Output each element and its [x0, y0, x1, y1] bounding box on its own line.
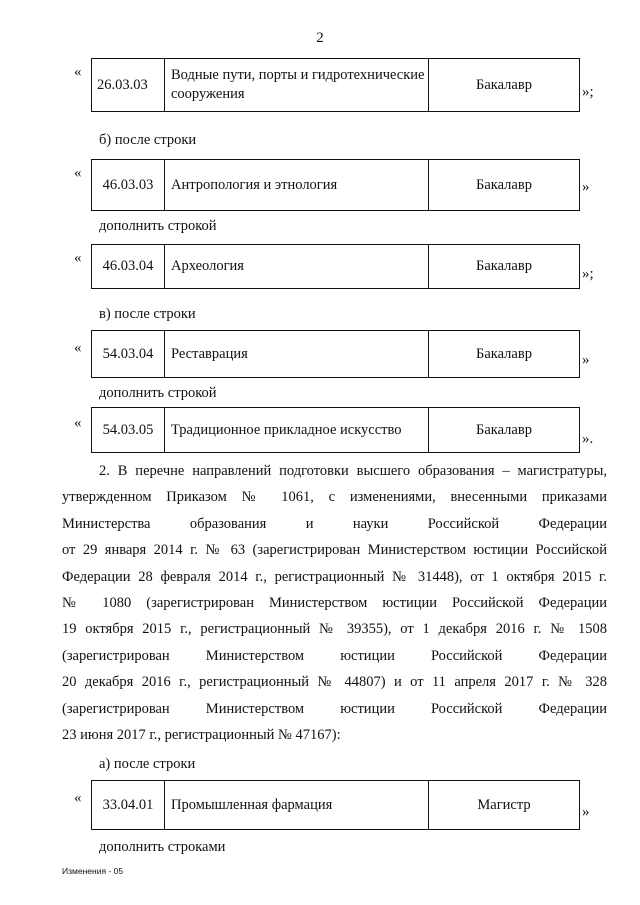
paragraph-line: 23 июня 2017 г., регистрационный № 47167):: [62, 727, 341, 744]
paragraph-line: 19 октября 2015 г., регистрационный № 39355), от 1 декабря 2016 г. № 1508: [62, 621, 607, 638]
paragraph-line: Министерства образования и науки Российской Федерации: [62, 515, 607, 532]
direction-code: 46.03.03: [92, 160, 165, 210]
direction-code: 54.03.05: [92, 408, 165, 452]
direction-code: 54.03.04: [92, 331, 165, 377]
amendment-paragraph: [62, 458, 607, 748]
note-add-row: дополнить строкой: [99, 385, 217, 401]
paragraph-line: (зарегистрирован Министерством юстиции Российской Федерации: [62, 647, 607, 664]
direction-degree: Бакалавр: [476, 76, 532, 93]
page-number: 2: [316, 30, 324, 46]
quote-open: «: [74, 790, 82, 806]
note-add-row: дополнить строкой: [99, 218, 217, 234]
direction-table: [91, 407, 580, 453]
paragraph-line: 20 декабря 2016 г., регистрационный № 44807) и от 11 апреля 2017 г. № 328: [62, 674, 607, 691]
direction-name: Реставрация: [165, 331, 429, 377]
direction-degree: Бакалавр: [476, 345, 532, 362]
direction-degree: Бакалавр: [476, 176, 532, 193]
quote-close: »: [582, 179, 590, 195]
direction-name: Традиционное прикладное искусство: [165, 408, 429, 452]
note-v-after: в) после строки: [99, 306, 196, 322]
paragraph-line: № 1080 (зарегистрирован Министерством юстиции Российской Федерации: [62, 595, 607, 612]
quote-open: «: [74, 415, 82, 431]
direction-code: 26.03.03: [92, 59, 165, 111]
direction-table: [91, 58, 580, 112]
quote-close: »: [582, 352, 590, 368]
paragraph-line: 2. В перечне направлений подготовки высшего образования – магистратуры,: [99, 463, 607, 479]
direction-name: Водные пути, порты и гидротехнические сооружения: [165, 59, 429, 111]
paragraph-line: утвержденном Приказом № 1061, с изменениями, внесенными приказами: [62, 489, 607, 506]
direction-code: 46.03.04: [92, 245, 165, 288]
direction-degree: Магистр: [477, 796, 531, 813]
direction-table: [91, 244, 580, 289]
paragraph-line: Федерации 28 февраля 2014 г., регистрационный № 31448), от 1 октября 2015 г.: [62, 568, 607, 585]
quote-open: «: [74, 340, 82, 356]
direction-name: Антропология и этнология: [165, 160, 429, 210]
quote-close: »;: [582, 84, 594, 100]
direction-table: [91, 159, 580, 211]
footer-revision: Изменения - 05: [62, 866, 124, 876]
direction-degree: Бакалавр: [476, 421, 532, 438]
note-add-rows: дополнить строками: [99, 839, 226, 855]
note-a-after: а) после строки: [99, 756, 196, 772]
direction-degree: Бакалавр: [476, 258, 532, 274]
note-b-after: б) после строки: [99, 132, 197, 148]
paragraph-line: от 29 января 2014 г. № 63 (зарегистрирован Министерством юстиции Российской: [62, 542, 607, 559]
quote-open: «: [74, 165, 82, 181]
direction-name: Промышленная фармация: [165, 781, 429, 829]
quote-close: ».: [582, 431, 594, 447]
direction-name: Археология: [165, 245, 429, 288]
direction-table: [91, 780, 580, 830]
direction-code: 33.04.01: [92, 781, 165, 829]
paragraph-line: (зарегистрирован Министерством юстиции Российской Федерации: [62, 700, 607, 717]
quote-open: «: [74, 64, 82, 80]
direction-table: [91, 330, 580, 378]
quote-open: «: [74, 250, 82, 266]
quote-close: »: [582, 804, 590, 820]
quote-close: »;: [582, 266, 594, 282]
